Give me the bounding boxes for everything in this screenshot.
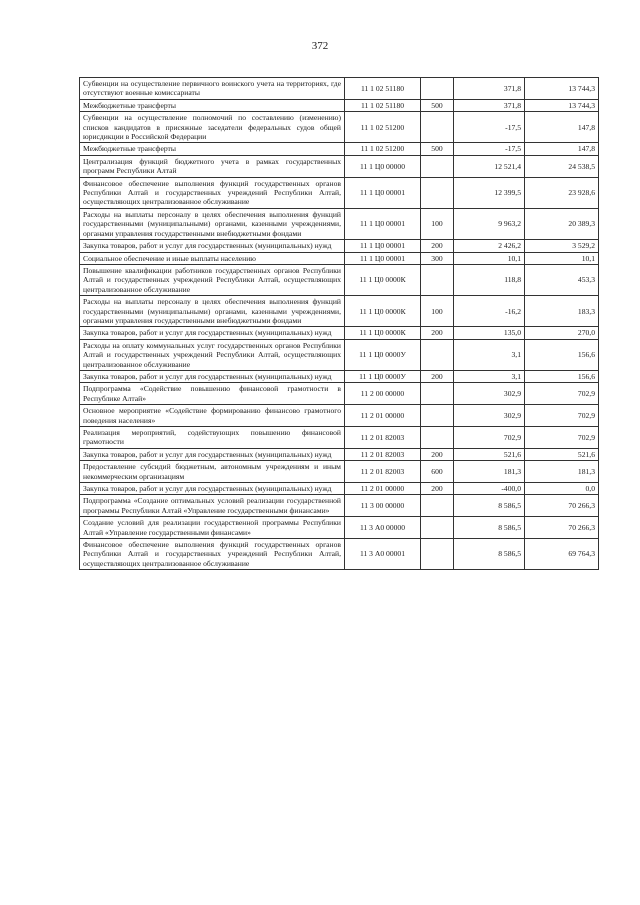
table-row xyxy=(80,264,599,295)
row-expense-type xyxy=(421,264,454,295)
row-expense-type: 100 xyxy=(421,296,454,327)
row-description: Социальное обеспечение и иные выплаты населению xyxy=(80,252,345,264)
row-description: Реализация мероприятий, содействующих повышению финансовой грамотности xyxy=(80,427,345,449)
row-target-code: 11 3 А0 00000 xyxy=(345,517,421,539)
row-amount-total: 147,8 xyxy=(525,112,599,143)
row-description: Межбюджетные трансферты xyxy=(80,99,345,111)
row-amount-total: 13 744,3 xyxy=(525,78,599,100)
row-description: Закупка товаров, работ и услуг для государственных (муниципальных) нужд xyxy=(80,240,345,252)
row-amount-total: 23 928,6 xyxy=(525,177,599,208)
row-target-code: 11 2 01 00000 xyxy=(345,483,421,495)
table-row xyxy=(80,252,599,264)
row-amount-total: 702,9 xyxy=(525,427,599,449)
row-target-code: 11 1 02 51180 xyxy=(345,99,421,111)
row-amount-change: 371,8 xyxy=(454,78,525,100)
row-description: Подпрограмма «Создание оптимальных условий реализации государственной программы Республики Алтай «Управление государственными финансами» xyxy=(80,495,345,517)
row-target-code: 11 1 Ц0 0000К xyxy=(345,327,421,339)
budget-table-body xyxy=(80,78,599,570)
row-expense-type xyxy=(421,339,454,370)
table-row xyxy=(80,495,599,517)
row-amount-change: 12 399,5 xyxy=(454,177,525,208)
table-row xyxy=(80,339,599,370)
row-description: Закупка товаров, работ и услуг для государственных (муниципальных) нужд xyxy=(80,448,345,460)
page-number: 372 xyxy=(311,40,329,52)
table-row xyxy=(80,208,599,239)
row-amount-change: 371,8 xyxy=(454,99,525,111)
row-description: Расходы на выплаты персоналу в целях обеспечения выполнения функций государственными (муниципальными) органами, казенными учреждениями, органами управления государственными внебюджетными фондами xyxy=(80,296,345,327)
row-target-code: 11 2 00 00000 xyxy=(345,383,421,405)
table-row xyxy=(80,483,599,495)
row-description: Межбюджетные трансферты xyxy=(80,143,345,155)
row-amount-change: 302,9 xyxy=(454,405,525,427)
row-description: Централизация функций бюджетного учета в рамках государственных программ Республики Алтай xyxy=(80,155,345,177)
row-amount-total: 24 538,5 xyxy=(525,155,599,177)
row-expense-type xyxy=(421,517,454,539)
row-amount-total: 270,0 xyxy=(525,327,599,339)
row-description: Закупка товаров, работ и услуг для государственных (муниципальных) нужд xyxy=(80,327,345,339)
row-amount-change: 8 586,5 xyxy=(454,495,525,517)
row-amount-total: 70 266,3 xyxy=(525,517,599,539)
row-expense-type xyxy=(421,539,454,570)
row-amount-change: 521,6 xyxy=(454,448,525,460)
row-amount-total: 10,1 xyxy=(525,252,599,264)
row-target-code: 11 3 А0 00001 xyxy=(345,539,421,570)
row-expense-type: 200 xyxy=(421,370,454,382)
table-row xyxy=(80,99,599,111)
row-expense-type: 200 xyxy=(421,483,454,495)
row-target-code: 11 2 01 82003 xyxy=(345,427,421,449)
table-row xyxy=(80,427,599,449)
row-description: Финансовое обеспечение выполнения функций государственных органов Республики Алтай и государственных учреждений Республики Алтай, осуществляющих централизованное обслуживание xyxy=(80,177,345,208)
row-target-code: 11 1 Ц0 00000 xyxy=(345,155,421,177)
row-target-code: 11 1 Ц0 00001 xyxy=(345,208,421,239)
budget-table xyxy=(79,77,599,570)
row-amount-total: 156,6 xyxy=(525,370,599,382)
row-amount-total: 69 764,3 xyxy=(525,539,599,570)
row-amount-change: 8 586,5 xyxy=(454,539,525,570)
row-amount-total: 0,0 xyxy=(525,483,599,495)
row-amount-change: 3,1 xyxy=(454,370,525,382)
row-expense-type xyxy=(421,112,454,143)
row-description: Закупка товаров, работ и услуг для государственных (муниципальных) нужд xyxy=(80,370,345,382)
row-amount-change: 2 426,2 xyxy=(454,240,525,252)
row-description: Закупка товаров, работ и услуг для государственных (муниципальных) нужд xyxy=(80,483,345,495)
row-expense-type xyxy=(421,78,454,100)
row-expense-type: 500 xyxy=(421,99,454,111)
row-amount-total: 521,6 xyxy=(525,448,599,460)
row-amount-change: 181,3 xyxy=(454,461,525,483)
row-target-code: 11 2 01 82003 xyxy=(345,448,421,460)
row-amount-change: 135,0 xyxy=(454,327,525,339)
row-amount-change: 9 963,2 xyxy=(454,208,525,239)
row-target-code: 11 1 02 51180 xyxy=(345,78,421,100)
row-amount-total: 70 266,3 xyxy=(525,495,599,517)
row-target-code: 11 1 Ц0 0000У xyxy=(345,339,421,370)
row-expense-type: 600 xyxy=(421,461,454,483)
table-row xyxy=(80,143,599,155)
table-row xyxy=(80,155,599,177)
row-expense-type xyxy=(421,383,454,405)
table-row xyxy=(80,370,599,382)
row-amount-total: 13 744,3 xyxy=(525,99,599,111)
row-amount-change: 118,8 xyxy=(454,264,525,295)
row-expense-type xyxy=(421,177,454,208)
row-expense-type: 100 xyxy=(421,208,454,239)
row-amount-total: 20 389,3 xyxy=(525,208,599,239)
table-row xyxy=(80,327,599,339)
row-description: Расходы на выплаты персоналу в целях обеспечения выполнения функций государственными (муниципальными) органами, казенными учреждениями, органами управления государственными внебюджетными фондами xyxy=(80,208,345,239)
row-amount-change: 12 521,4 xyxy=(454,155,525,177)
row-amount-total: 3 529,2 xyxy=(525,240,599,252)
row-target-code: 11 1 Ц0 00001 xyxy=(345,240,421,252)
row-amount-total: 156,6 xyxy=(525,339,599,370)
row-target-code: 11 1 Ц0 0000У xyxy=(345,370,421,382)
row-amount-total: 147,8 xyxy=(525,143,599,155)
table-row xyxy=(80,517,599,539)
row-description: Повышение квалификации работников государственных органов Республики Алтай и государственных учреждений Республики Алтай, осуществляющих централизованное обслуживание xyxy=(80,264,345,295)
row-amount-total: 453,3 xyxy=(525,264,599,295)
row-expense-type: 200 xyxy=(421,240,454,252)
row-description: Предоставление субсидий бюджетным, автономным учреждениям и иным некоммерческим организациям xyxy=(80,461,345,483)
row-target-code: 11 1 02 51200 xyxy=(345,143,421,155)
row-amount-change: 8 586,5 xyxy=(454,517,525,539)
row-expense-type xyxy=(421,427,454,449)
row-amount-change: 302,9 xyxy=(454,383,525,405)
row-target-code: 11 2 01 82003 xyxy=(345,461,421,483)
row-amount-change: 10,1 xyxy=(454,252,525,264)
table-row xyxy=(80,539,599,570)
table-row xyxy=(80,448,599,460)
row-amount-total: 183,3 xyxy=(525,296,599,327)
row-amount-change: -400,0 xyxy=(454,483,525,495)
row-description: Создание условий для реализации государственной программы Республики Алтай «Управление государственными финансами» xyxy=(80,517,345,539)
row-expense-type: 200 xyxy=(421,327,454,339)
row-amount-total: 702,9 xyxy=(525,405,599,427)
row-expense-type: 200 xyxy=(421,448,454,460)
row-amount-change: -17,5 xyxy=(454,143,525,155)
row-amount-change: 702,9 xyxy=(454,427,525,449)
row-description: Подпрограмма «Содействие повышению финансовой грамотности в Республике Алтай» xyxy=(80,383,345,405)
table-row xyxy=(80,112,599,143)
row-description: Расходы на оплату коммунальных услуг государственных органов Республики Алтай и государственных учреждений Республики Алтай, осуществляющих централизованное обслуживание xyxy=(80,339,345,370)
row-expense-type xyxy=(421,405,454,427)
row-description: Субвенции на осуществление полномочий по составлению (изменению) списков кандидатов в присяжные заседатели федеральных судов общей юрисдикции в Российской Федерации xyxy=(80,112,345,143)
row-target-code: 11 1 Ц0 00001 xyxy=(345,177,421,208)
row-target-code: 11 1 02 51200 xyxy=(345,112,421,143)
table-row xyxy=(80,177,599,208)
table-row xyxy=(80,405,599,427)
row-amount-total: 702,9 xyxy=(525,383,599,405)
row-target-code: 11 1 Ц0 0000К xyxy=(345,264,421,295)
row-amount-change: -16,2 xyxy=(454,296,525,327)
table-row xyxy=(80,240,599,252)
row-expense-type xyxy=(421,495,454,517)
row-description: Финансовое обеспечение выполнения функций государственных органов Республики Алтай и государственных учреждений Республики Алтай, осуществляющих централизованное обслуживание xyxy=(80,539,345,570)
row-expense-type: 300 xyxy=(421,252,454,264)
row-description: Субвенции на осуществление первичного воинского учета на территориях, где отсутствуют военные комиссариаты xyxy=(80,78,345,100)
row-expense-type: 500 xyxy=(421,143,454,155)
table-row xyxy=(80,78,599,100)
table-row xyxy=(80,383,599,405)
row-target-code: 11 1 Ц0 00001 xyxy=(345,252,421,264)
row-amount-change: 3,1 xyxy=(454,339,525,370)
table-row xyxy=(80,461,599,483)
row-expense-type xyxy=(421,155,454,177)
row-target-code: 11 3 00 00000 xyxy=(345,495,421,517)
row-amount-change: -17,5 xyxy=(454,112,525,143)
row-description: Основное мероприятие «Содействие формированию финансово грамотного поведения населения» xyxy=(80,405,345,427)
row-target-code: 11 2 01 00000 xyxy=(345,405,421,427)
row-amount-total: 181,3 xyxy=(525,461,599,483)
table-row xyxy=(80,296,599,327)
row-target-code: 11 1 Ц0 0000К xyxy=(345,296,421,327)
